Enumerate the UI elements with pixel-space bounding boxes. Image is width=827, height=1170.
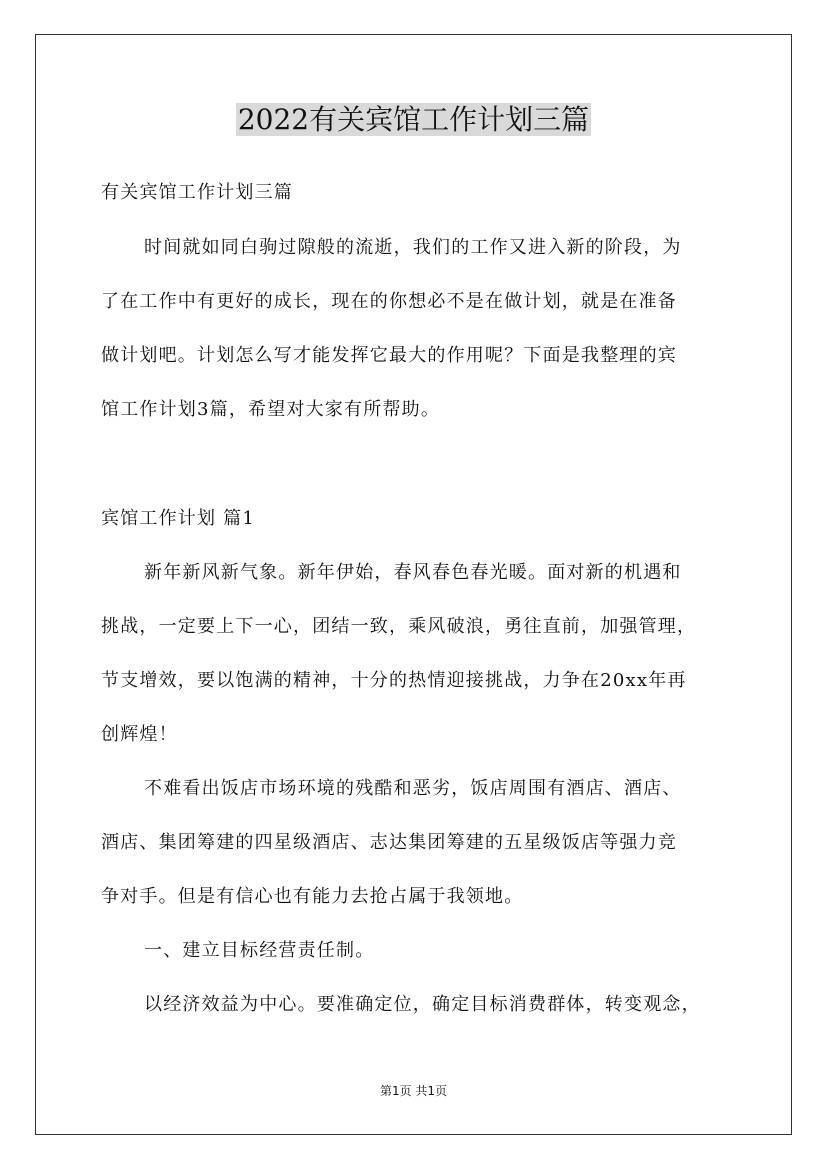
subtitle-line: 有关宾馆工作计划三篇 xyxy=(101,182,293,203)
paragraph-line: 节支增效，要以饱满的精神，十分的热情迎接挑战，力争在20xx年再 xyxy=(101,670,687,691)
paragraph-line: 争对手。但是有信心也有能力去抢占属于我领地。 xyxy=(101,886,524,907)
paragraph-line: 挑战，一定要上下一心，团结一致，乘风破浪，勇往直前，加强管理， xyxy=(101,616,697,637)
document-title-text: 2022有关宾馆工作计划三篇 xyxy=(237,103,590,136)
document-title xyxy=(0,100,827,140)
paragraph-line: 时间就如同白驹过隙般的流逝，我们的工作又进入新的阶段，为 xyxy=(144,237,682,258)
paragraph-line: 了在工作中有更好的成长，现在的你想必不是在做计划，就是在准备 xyxy=(101,291,677,312)
paragraph-line: 新年新风新气象。新年伊始，春风春色春光暖。面对新的机遇和 xyxy=(144,562,682,583)
paragraph-line: 创辉煌！ xyxy=(101,724,178,745)
paragraph-line: 酒店、集团筹建的四星级酒店、志达集团筹建的五星级饭店等强力竞 xyxy=(101,832,677,853)
paragraph-line: 以经济效益为中心。要准确定位，确定目标消费群体，转变观念， xyxy=(144,994,701,1015)
paragraph-line: 做计划吧。计划怎么写才能发挥它最大的作用呢？下面是我整理的宾 xyxy=(101,345,677,366)
page-footer: 第1页 共1页 xyxy=(379,1084,448,1098)
section-heading: 宾馆工作计划 篇1 xyxy=(101,508,255,529)
list-heading: 一、建立目标经营责任制。 xyxy=(144,940,375,961)
paragraph-line: 馆工作计划3篇，希望对大家有所帮助。 xyxy=(101,399,441,420)
paragraph-line: 不难看出饭店市场环境的残酷和恶劣，饭店周围有酒店、酒店、 xyxy=(144,778,682,799)
